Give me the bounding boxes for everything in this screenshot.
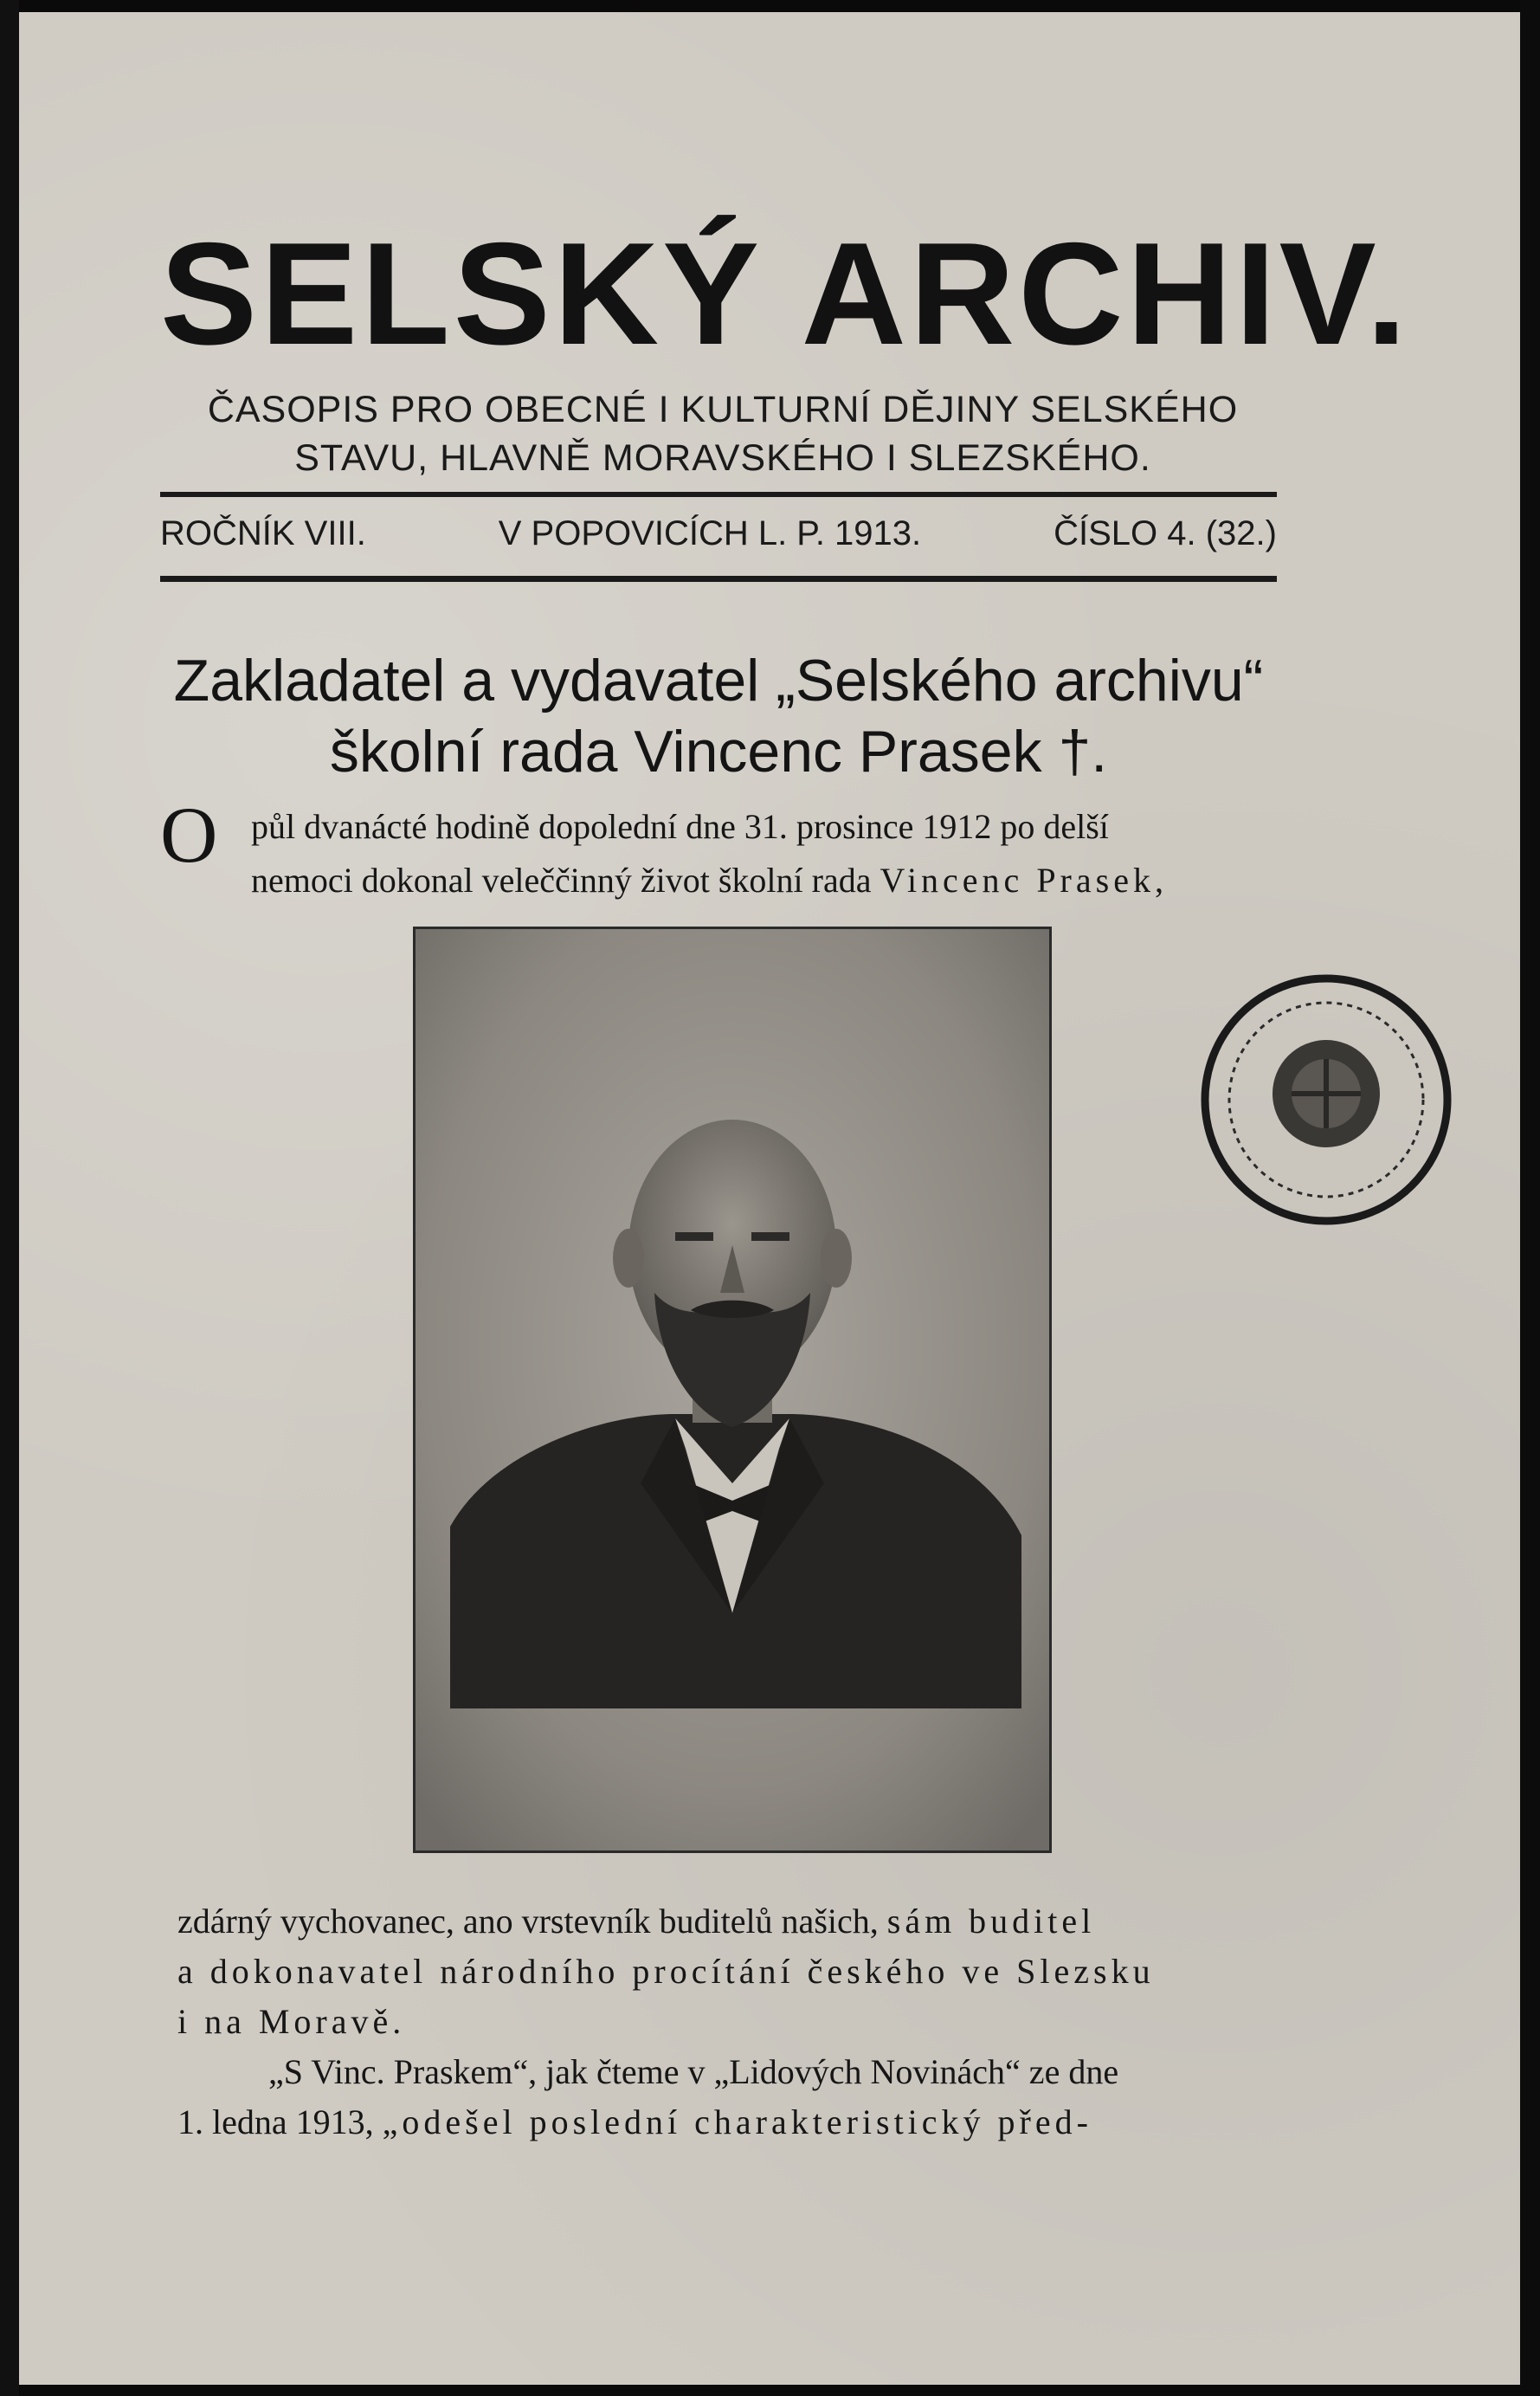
journal-title: SELSKÝ ARCHIV. [160,212,1410,375]
lead-line-2-name: Vincenc Prasek, [880,861,1168,900]
drop-cap: O [160,791,218,879]
article-title-line-2: školní rada Vincenc Prasek †. [329,719,1108,785]
place-year-label: V POPOVICÍCH L. P. 1913. [498,514,922,552]
portrait-photo [413,927,1052,1853]
body-line-5 [177,2097,1285,2147]
lead-line-2-text: nemoci dokonal veleččinný život školní rada [251,861,880,900]
body-line-1-emphasis: sám buditel [886,1902,1096,1941]
lead-line-1: půl dvanácté hodině dopolední dne 31. prosince 1912 po delší [251,807,1109,846]
body-text [177,1896,1285,2147]
body-line-1-text: zdárný vychovanec, ano vrstevník buditelů našich, [177,1902,887,1941]
issue-number-label: ČÍSLO 4. (32.) [1054,514,1277,552]
lead-line-2 [251,854,1281,907]
subtitle-line-1: ČASOPIS PRO OBECNÉ I KULTURNÍ DĚJINY SELSKÉHO [207,389,1239,430]
body-line-5-emphasis: „odešel poslední charakteristický před- [382,2102,1092,2141]
portrait-illustration [416,929,1049,1850]
issue-info-row [160,514,1277,553]
binding-edge [0,0,19,2396]
body-line-3: i na Moravě. [177,2002,406,2041]
volume-label: ROČNÍK VIII. [160,514,366,552]
body-line-5-text: 1. ledna 1913, [177,2102,383,2141]
article-title [160,645,1277,787]
library-stamp-seal [1195,968,1459,1232]
lead-paragraph [251,800,1281,907]
subtitle-line-2: STAVU, HLAVNĚ MORAVSKÉHO I SLEZSKÉHO. [294,437,1151,479]
body-line-1 [177,1896,1285,1947]
body-line-2: a dokonavatel národního procítání českého ve Slezsku [177,1952,1155,1991]
right-page-edge [1520,0,1540,2396]
top-rule [160,492,1277,497]
journal-subtitle [160,385,1285,482]
body-line-4: „S Vinc. Praskem“, jak čteme v „Lidových Novinách“ ze dne [268,2052,1119,2091]
library-stamp [1195,968,1459,1232]
bottom-rule [160,576,1277,582]
article-title-line-1: Zakladatel a vydavatel „Selského archivu“ [173,648,1264,714]
